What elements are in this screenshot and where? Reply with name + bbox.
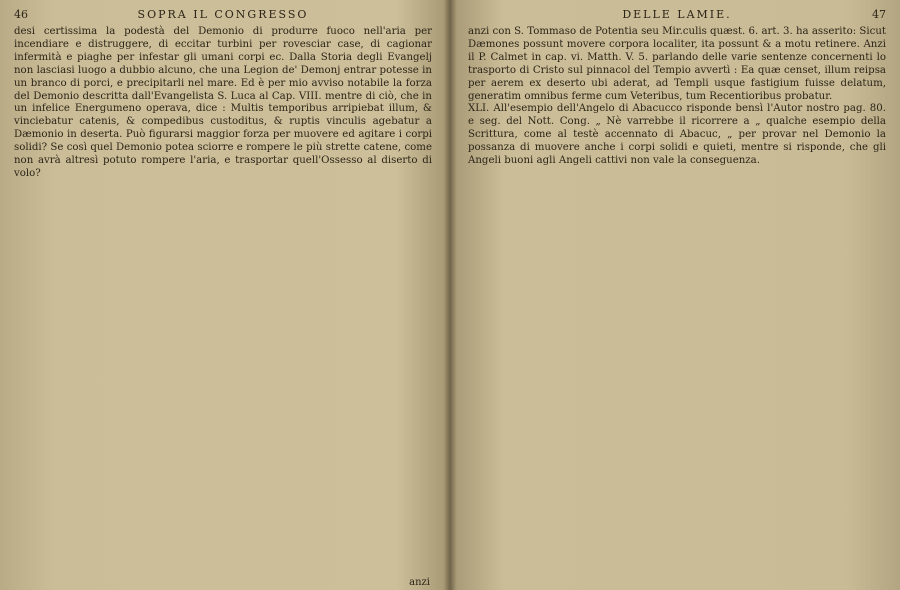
right-header <box>468 8 886 26</box>
left-body-text <box>14 26 432 181</box>
right-paragraph: anzi con S. Tommaso de Potentia seu Mir.culis quæst. 6. art. 3. ha asserito: Sicut Dæmones possunt movere corpora localiter, ita possunt & a motu retinere. Anzi il P. Calmet in cap. vi. Matth. V. 5. parlando delle varie sentenze concernenti lo trasporto di Cristo sul pinnacol del Tempio avvertì : Ea quæ censet, illum reipsa per aerem ex deserto ubi aderat, ad Templi usque fastigium fuisse delatum, generatim omnibus ferme cum Veteribus, tum Recentioribus probatur. <box>468 26 886 102</box>
left-running-head: SOPRA IL CONGRESSO <box>137 8 309 21</box>
right-paragraph: XLI. All'esempio dell'Angelo di Abacucco risponde bensì l'Autor nostro pag. 80. e seg. del Nott. Cong. „ Nè varrebbe il ricorrere a „ qualche esempio della Scrittura, come al testè accennato di Abacuc, „ per provar nel Demonio la possanza di muovere anche i corpi solidi e quieti, mentre si risponde, che gli Angeli buoni agli Angeli cattivi non vale la conseguenza. <box>468 103 886 167</box>
right-page <box>450 0 900 590</box>
left-paragraph: desi certissima la podestà del Demonio di produrre fuoco nell'aria per incendiare e distruggere, di eccitar turbini per rovesciar case, di cagionar infermità e piaghe per infestar gli umani corpi ec. Dalla Storia degli Evangelj non lasciasi luogo a dubbio alcuno, che una Legion de' Demonj entrar potesse in un branco di porci, e precipitarli nel mare. Ed è per mio avviso notabile la forza del Demonio descritta dall'Evangelista S. Luca al Cap. VIII. mentre di ciò, che in un infelice Energumeno operava, dice : Multis temporibus arripiebat illum, & vinciebatur catenis, & compedibus custoditus, & ruptis vinculis agebatur a Dæmonio in deserta. Può figurarsi maggior forza per muovere ed agitare i corpi solidi? Se così quel Demonio potea sciorre e rompere le più strette catene, come non avrà altresì potuto rompere l'aria, e trasportar quell'Ossesso al diserto di volo? <box>14 26 432 179</box>
left-header <box>14 8 432 26</box>
right-running-head: DELLE LAMIE. <box>622 8 732 21</box>
left-page-number: 46 <box>14 8 28 21</box>
left-catchword: anzi <box>409 577 430 588</box>
right-page-number: 47 <box>872 8 886 21</box>
right-body-text <box>468 26 886 168</box>
